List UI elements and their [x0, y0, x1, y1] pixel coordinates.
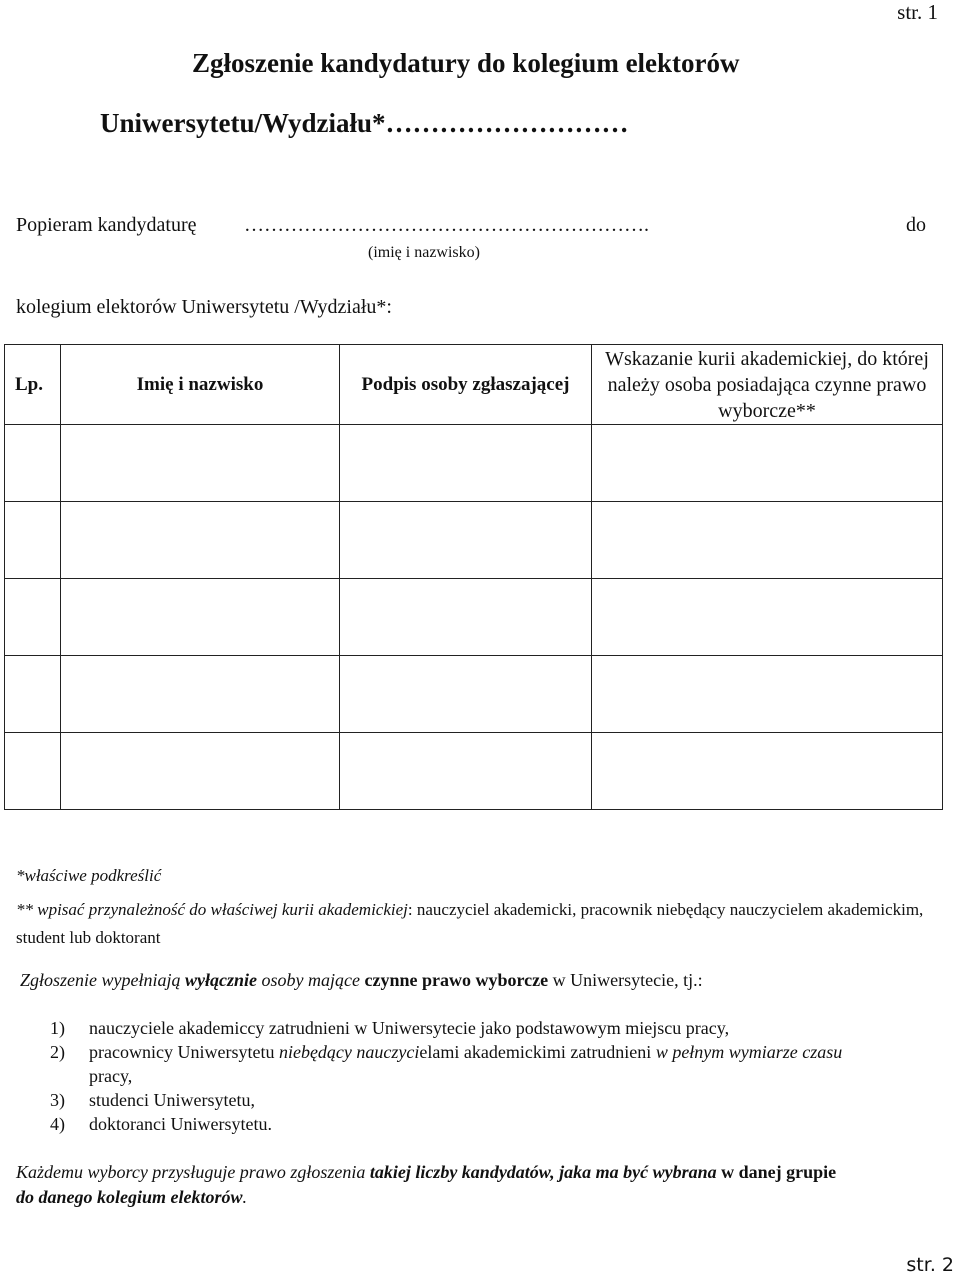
eligibility-info: [20, 970, 703, 991]
cell-signature[interactable]: [340, 502, 592, 579]
closing-text-4: do danego kolegium elektorów: [16, 1187, 243, 1207]
list-item-text: pracownicy Uniwersytetu: [89, 1042, 279, 1062]
cell-lp[interactable]: [5, 656, 61, 733]
list-item-text: nauczyciele akademiccy zatrudnieni w Uniwersytecie jako podstawowym miejscu pracy,: [89, 1018, 730, 1038]
form-title: Zgłoszenie kandydatury do kolegium elektorów: [192, 48, 740, 78]
eligibility-text-4: czynne prawo wyborcze: [364, 970, 549, 990]
table-row: [5, 425, 943, 502]
table-row: [5, 656, 943, 733]
cell-signature[interactable]: [340, 656, 592, 733]
eligibility-text-2: wyłącznie: [185, 970, 257, 990]
page-number-top: str. 1: [897, 0, 938, 24]
curia-note: [16, 896, 956, 952]
cell-lp[interactable]: [5, 425, 61, 502]
closing-text-2: takiej liczby kandydatów, jaka ma być wybrana: [369, 1162, 717, 1182]
cell-curia[interactable]: [592, 656, 943, 733]
support-suffix: do: [906, 214, 926, 236]
table-header-row: [5, 345, 943, 425]
header-signature: Podpis osoby zgłaszającej: [340, 345, 592, 425]
cell-lp[interactable]: [5, 579, 61, 656]
closing-text-1: Każdemu wyborcy przysługuje prawo zgłoszenia: [16, 1162, 370, 1182]
eligibility-text-3: osoby mające: [257, 970, 365, 990]
table-row: [5, 502, 943, 579]
cell-lp[interactable]: [5, 502, 61, 579]
list-item-text: pracy,: [89, 1066, 133, 1086]
cell-signature[interactable]: [340, 579, 592, 656]
list-number: 2): [50, 1042, 65, 1062]
closing-text-5: .: [242, 1187, 247, 1207]
closing-note: [16, 1160, 956, 1210]
cell-curia[interactable]: [592, 502, 943, 579]
header-lp: Lp.: [5, 345, 61, 425]
support-prefix: Popieram kandydaturę: [16, 214, 197, 236]
underline-note: *właściwe podkreślić: [16, 866, 162, 885]
list-item: [16, 1016, 956, 1040]
table-row: [5, 733, 943, 810]
cell-name[interactable]: [61, 502, 340, 579]
list-item: [16, 1040, 956, 1088]
header-curia: Wskazanie kurii akademickiej, do której należy osoba posiadająca czynne prawo wyborcze**: [592, 345, 943, 425]
header-name: Imię i nazwisko: [61, 345, 340, 425]
form-subtitle: Uniwersytetu/Wydziału*………………………: [100, 108, 629, 138]
list-item: [16, 1112, 956, 1136]
list-item-text-italic: w pełnym wymiarze czasu: [655, 1042, 843, 1062]
candidate-name-field[interactable]: …………………………………………………….: [244, 214, 649, 236]
list-item-text: elami akademickimi zatrudnieni: [419, 1042, 656, 1062]
signature-table: [4, 344, 943, 810]
name-hint: (imię i nazwisko): [368, 244, 480, 261]
page-number-bottom: str. 2: [906, 1254, 954, 1276]
cell-curia[interactable]: [592, 733, 943, 810]
cell-lp[interactable]: [5, 733, 61, 810]
cell-curia[interactable]: [592, 579, 943, 656]
closing-text-3: w danej grupie: [716, 1162, 837, 1182]
list-item: [16, 1088, 956, 1112]
support-line: [16, 214, 926, 237]
college-line: kolegium elektorów Uniwersytetu /Wydziału*:: [16, 296, 392, 318]
eligibility-text-1: Zgłoszenie wypełniają: [20, 970, 185, 990]
cell-signature[interactable]: [340, 733, 592, 810]
eligibility-text-5: w Uniwersytecie, tj.:: [548, 970, 703, 990]
curia-note-rest: : nauczyciel akademicki, pracownik niebędący nauczycielem akademickim, student lub doktorant: [16, 900, 924, 947]
cell-name[interactable]: [61, 425, 340, 502]
list-item-text: studenci Uniwersytetu,: [89, 1090, 255, 1110]
cell-name[interactable]: [61, 656, 340, 733]
list-item-text-italic: niebędący nauczyci: [278, 1042, 420, 1062]
eligible-voters-list: [16, 1016, 956, 1136]
table-row: [5, 579, 943, 656]
list-item-text: doktoranci Uniwersytetu.: [89, 1114, 272, 1134]
cell-name[interactable]: [61, 579, 340, 656]
cell-curia[interactable]: [592, 425, 943, 502]
curia-note-italic: ** wpisać przynależność do właściwej kurii akademickiej: [16, 900, 408, 919]
cell-name[interactable]: [61, 733, 340, 810]
list-number: 1): [50, 1018, 65, 1038]
list-number: 4): [50, 1114, 65, 1134]
list-number: 3): [50, 1090, 65, 1110]
cell-signature[interactable]: [340, 425, 592, 502]
